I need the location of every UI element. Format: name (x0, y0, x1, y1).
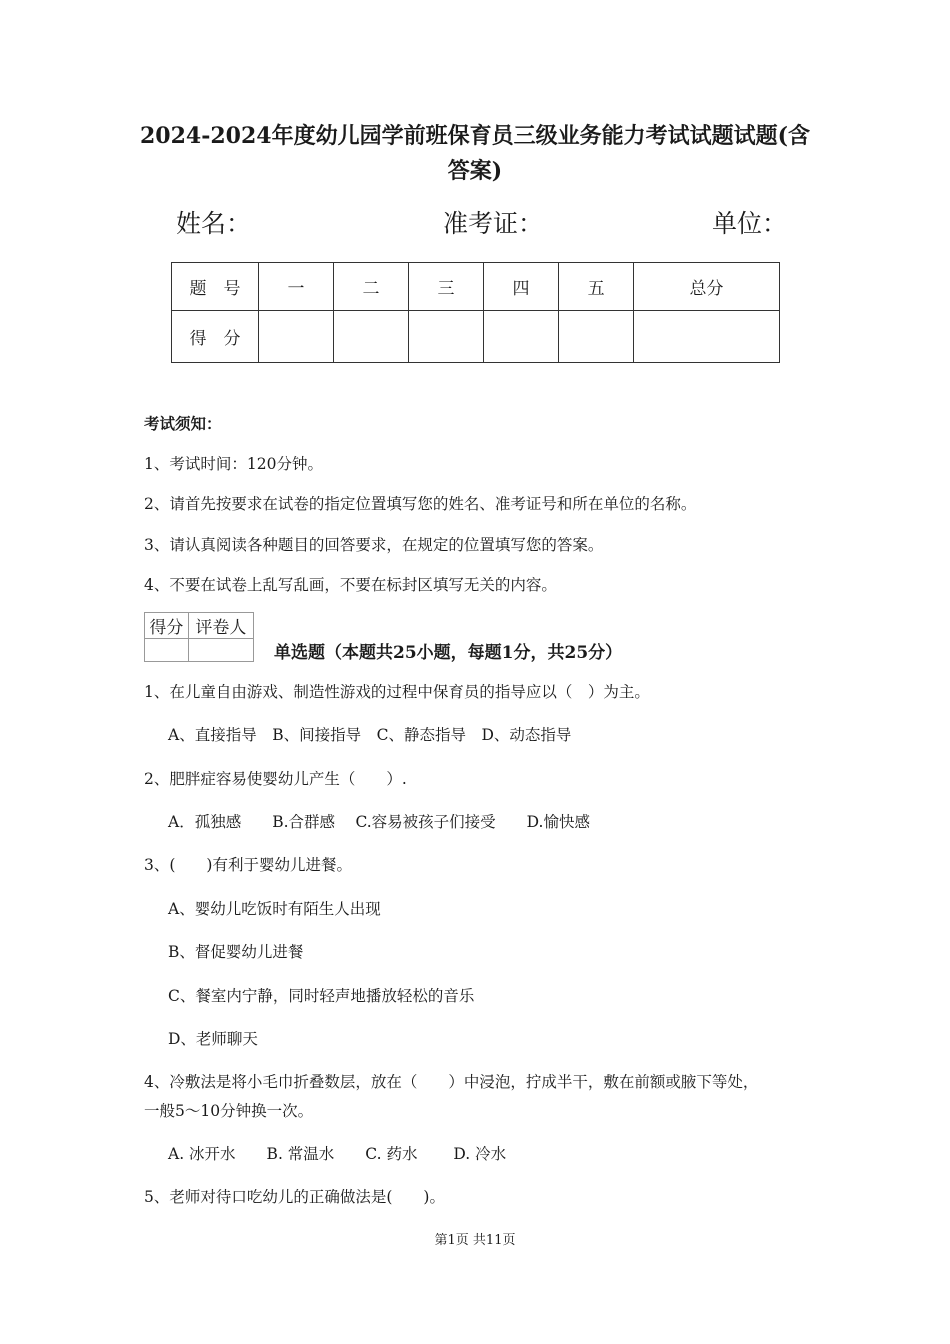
score-table-cell: 三 (409, 263, 484, 311)
question-5: 5、老师对待口吃幼儿的正确做法是( )。 (144, 1188, 445, 1206)
name-field-label: 姓名： (176, 209, 252, 238)
score-table-cell: 总分 (634, 263, 780, 311)
score-input-cell[interactable] (634, 311, 780, 363)
score-table-cell: 四 (484, 263, 559, 311)
score-input-cell[interactable] (334, 311, 409, 363)
score-input-cell[interactable] (259, 311, 334, 363)
page-footer: 第1页 共11页 (434, 1233, 516, 1248)
question-4-options: A. 冰开水 B. 常温水 C. 药水 D. 冷水 (168, 1145, 507, 1163)
grader-name-cell[interactable] (188, 639, 253, 662)
unit-field-label: 单位： (712, 209, 788, 238)
exam-id-field-label: 准考证： (443, 209, 544, 238)
score-input-cell[interactable] (409, 311, 484, 363)
question-1: 1、在儿童自由游戏、制造性游戏的过程中保育员的指导应以（ ）为主。 (144, 683, 650, 701)
notice-item: 2、请首先按要求在试卷的指定位置填写您的姓名、准考证号和所在单位的名称。 (144, 495, 697, 513)
score-table-cell: 一 (259, 263, 334, 311)
grader-score-cell[interactable] (145, 639, 189, 662)
question-2-options: A．孤独感 B.合群感 C.容易被孩子们接受 D.愉快感 (168, 813, 590, 831)
score-table-cell: 得 分 (172, 311, 259, 363)
score-table-cell: 二 (334, 263, 409, 311)
score-table (171, 262, 780, 363)
question-3-option-d: D、老师聊天 (168, 1030, 258, 1048)
score-input-cell[interactable] (484, 311, 559, 363)
section-title: 单选题（本题共25小题，每题1分，共25分） (274, 643, 623, 663)
question-3-option-a: A、婴幼儿吃饭时有陌生人出现 (168, 900, 381, 918)
notice-heading: 考试须知： (144, 414, 222, 433)
question-4-line1: 4、冷敷法是将小毛巾折叠数层，放在（ ）中浸泡，拧成半干，敷在前额或腋下等处， (144, 1073, 759, 1091)
score-table-header-row (172, 263, 780, 311)
score-input-cell[interactable] (559, 311, 634, 363)
score-table-score-row (172, 311, 780, 363)
question-4-line2: 一般5～10分钟换一次。 (144, 1102, 314, 1120)
document-title-line1: 2024-2024年度幼儿园学前班保育员三级业务能力考试试题试题(含 (139, 123, 810, 149)
document-title-line2: 答案) (447, 158, 503, 184)
score-table-cell: 五 (559, 263, 634, 311)
question-3-option-b: B、督促婴幼儿进餐 (168, 943, 304, 961)
notice-item: 3、请认真阅读各种题目的回答要求，在规定的位置填写您的答案。 (144, 536, 604, 554)
question-1-options: A、直接指导 B、间接指导 C、静态指导 D、动态指导 (168, 726, 572, 744)
grader-name-label: 评卷人 (188, 613, 253, 639)
score-table-cell: 题 号 (172, 263, 259, 311)
question-3-option-c: C、餐室内宁静，同时轻声地播放轻松的音乐 (168, 987, 475, 1005)
question-3: 3、( )有利于婴幼儿进餐。 (144, 856, 352, 874)
notice-item: 1、考试时间：120分钟。 (144, 455, 323, 473)
grader-score-label: 得分 (145, 613, 189, 639)
notice-item: 4、不要在试卷上乱写乱画，不要在标封区填写无关的内容。 (144, 576, 557, 594)
question-2: 2、肥胖症容易使婴幼儿产生（ ）. (144, 770, 407, 788)
grader-table (144, 612, 254, 662)
